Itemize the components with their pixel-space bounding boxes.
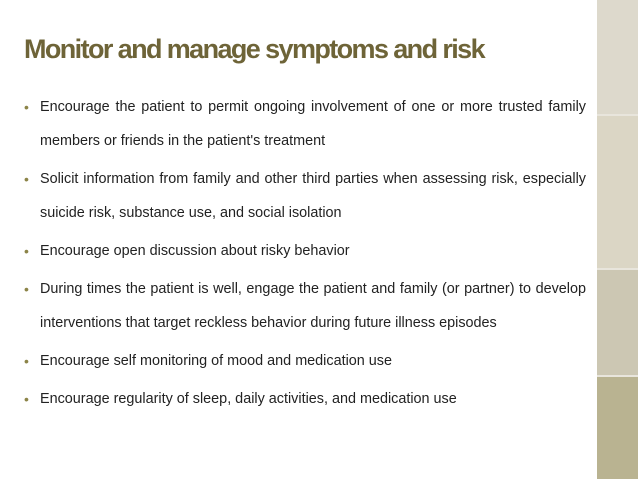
side-bar-block-1: [597, 0, 638, 114]
bullet-text: Encourage open discussion about risky behavior: [40, 243, 350, 259]
bullet-marker: •: [24, 281, 29, 297]
bullet-list: [24, 90, 586, 420]
slide-title: Monitor and manage symptoms and risk: [24, 34, 485, 64]
bullet-text: Encourage the patient to permit ongoing involvement of one or more trusted family members or friends in the patient's treatment: [40, 99, 586, 149]
bullet-marker: •: [24, 99, 29, 115]
side-bar-block-3: [597, 270, 638, 375]
bullet-item: [24, 344, 586, 378]
bullet-marker: •: [24, 391, 29, 407]
side-decoration-bar: [597, 0, 638, 479]
bullet-marker: •: [24, 171, 29, 187]
bullet-marker: •: [24, 243, 29, 259]
bullet-item: [24, 90, 586, 158]
bullet-text: Solicit information from family and other third parties when assessing risk, especially suicide risk, substance use, and social isolation: [40, 171, 586, 221]
bullet-item: [24, 272, 586, 340]
bullet-text: During times the patient is well, engage the patient and family (or partner) to develop interventions that target reckless behavior during future illness episodes: [40, 281, 586, 331]
bullet-text: Encourage self monitoring of mood and medication use: [40, 353, 392, 369]
bullet-item: [24, 234, 586, 268]
side-bar-block-4: [597, 377, 638, 479]
bullet-marker: •: [24, 353, 29, 369]
bullet-item: [24, 382, 586, 416]
side-bar-block-2: [597, 116, 638, 268]
bullet-item: [24, 162, 586, 230]
bullet-text: Encourage regularity of sleep, daily activities, and medication use: [40, 391, 457, 407]
